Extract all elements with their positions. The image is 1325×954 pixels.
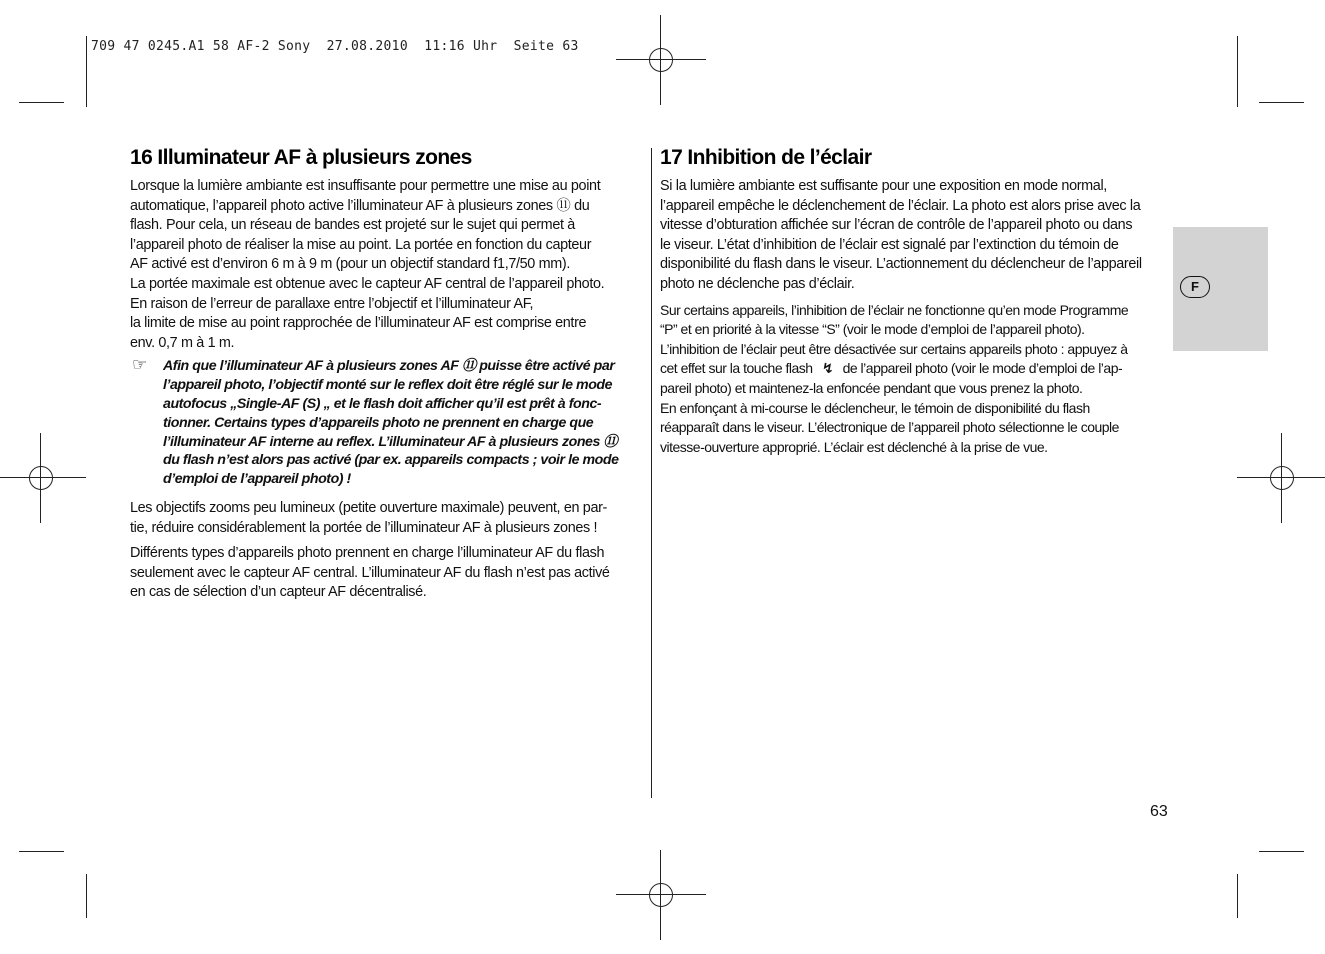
registration-mark-top (616, 15, 706, 105)
text-line: réapparaît dans le viseur. L’électronique de l’appareil photo sélectionne le couple (660, 419, 1119, 436)
crop-mark (1259, 851, 1304, 852)
language-badge: F (1180, 276, 1210, 298)
text-line: env. 0,7 m à 1 m. (130, 334, 235, 351)
print-slug: 709 47 0245.A1 58 AF-2 Sony 27.08.2010 11:16 Uhr Seite 63 (91, 39, 579, 54)
text-line: Différents types d’appareils photo prennent en charge l’illuminateur AF du flash (130, 545, 605, 562)
note-line: autofocus „Single-AF (S) „ et le flash doit afficher qu’il est prêt à fonc- (163, 395, 602, 412)
section-16-paragraph-2 (130, 499, 645, 538)
crop-mark (86, 36, 87, 107)
note-line: tionner. Certains types d’appareils photo ne prennent en charge que (163, 414, 594, 431)
section-16-paragraph-3 (130, 544, 645, 603)
text-line: l’appareil photo de réaliser la mise au point. La portée en fonction du capteur (130, 236, 592, 253)
text-line: Si la lumière ambiante est suffisante pour une exposition en mode normal, (660, 178, 1107, 194)
note-line: l’illuminateur AF interne au reflex. L’illuminateur AF à plusieurs zones ⑪ (163, 433, 618, 450)
text-line: photo ne déclenche pas d’éclair. (660, 275, 855, 292)
flash-icon: ↯ (821, 360, 834, 377)
text-line: tie, réduire considérablement la portée de l’illuminateur AF à plusieurs zones ! (130, 519, 598, 536)
text-line: vitesse d’obturation affichée sur l’écran de contrôle de l’appareil photo ou dans (660, 217, 1133, 234)
text-line: AF activé est d’environ 6 m à 9 m (pour un objectif standard f1,7/50 mm). (130, 256, 570, 273)
section-17-paragraph-2 (660, 301, 1172, 458)
text-line-with-flash-symbol (660, 359, 1172, 379)
text-line: pareil photo) et maintenez-la enfoncée pendant que vous prenez la photo. (660, 379, 1083, 396)
note-line: l’appareil photo, l’objectif monté sur le reflex doit être réglé sur le mode (163, 377, 613, 394)
text-line: la limite de mise au point rapprochée de l’illuminateur AF est comprise entre (130, 315, 587, 332)
crop-mark (86, 874, 87, 918)
text-line: l’appareil empêche le déclenchement de l’éclair. La photo est alors prise avec la (660, 197, 1141, 214)
crop-mark (1259, 102, 1304, 103)
text-line: automatique, l’appareil photo active l’illuminateur AF à plusieurs zones ⑪ du (130, 197, 590, 214)
important-note (130, 357, 645, 489)
section-16 (130, 145, 645, 603)
section-16-paragraph-1 (130, 177, 645, 353)
column-divider (651, 148, 652, 798)
note-line: Afin que l’illuminateur AF à plusieurs zones AF ⑪ puisse être activé par (163, 358, 615, 375)
text-line: En enfonçant à mi-course le déclencheur, le témoin de disponibilité du flash (660, 399, 1090, 416)
text-line: “P” et en priorité à la vitesse “S” (voir le mode d’emploi de l’appareil photo). (660, 321, 1085, 338)
section-16-title: 16 Illuminateur AF à plusieurs zones (130, 146, 472, 169)
section-17-title: 17 Inhibition de l’éclair (660, 146, 872, 169)
text-line: La portée maximale est obtenue avec le capteur AF central de l’appareil photo. (130, 275, 605, 292)
registration-mark-bottom (616, 850, 706, 940)
text-line: Lorsque la lumière ambiante est insuffisante pour permettre une mise au point (130, 178, 601, 194)
section-17-paragraph-1 (660, 177, 1172, 295)
crop-mark (1237, 36, 1238, 107)
crop-mark (19, 102, 64, 103)
registration-mark-left (0, 433, 86, 523)
text-line: Sur certains appareils, l’inhibition de l’éclair ne fonctionne qu’en mode Programme (660, 301, 1129, 318)
text-line: en cas de sélection d’un capteur AF décentralisé. (130, 584, 427, 601)
text-line: seulement avec le capteur AF central. L’illuminateur AF du flash n’est pas activé (130, 564, 610, 581)
pointing-hand-icon: ☞ (132, 355, 147, 375)
crop-mark (1237, 874, 1238, 918)
text-line: flash. Pour cela, un réseau de bandes est projeté sur le sujet qui permet à (130, 217, 575, 234)
text-line: En raison de l’erreur de parallaxe entre l’objectif et l’illuminateur AF, (130, 295, 534, 312)
text-fragment: de l’appareil photo (voir le mode d’emploi de l’ap- (842, 360, 1123, 377)
text-line: disponibilité du flash dans le viseur. L’actionnement du déclencheur de l’appareil (660, 256, 1142, 273)
registration-mark-right (1237, 433, 1325, 523)
note-line: d’emploi de l’appareil photo) ! (163, 471, 351, 488)
text-line: L’inhibition de l’éclair peut être désactivée sur certains appareils photo : appuyez à (660, 340, 1128, 357)
crop-mark (19, 851, 64, 852)
text-line: Les objectifs zooms peu lumineux (petite ouverture maximale) peuvent, en par- (130, 499, 607, 516)
note-line: du flash n’est alors pas activé (par ex. appareils compacts ; voir le mode (163, 452, 619, 469)
text-line: le viseur. L’état d’inhibition de l’éclair est signalé par l’extinction du témoin de (660, 236, 1119, 253)
page-number: 63 (1150, 803, 1168, 820)
text-fragment: cet effet sur la touche flash (660, 360, 813, 377)
text-line: vitesse-ouverture approprié. L’éclair est déclenché à la prise de vue. (660, 438, 1048, 455)
section-17 (660, 145, 1172, 457)
